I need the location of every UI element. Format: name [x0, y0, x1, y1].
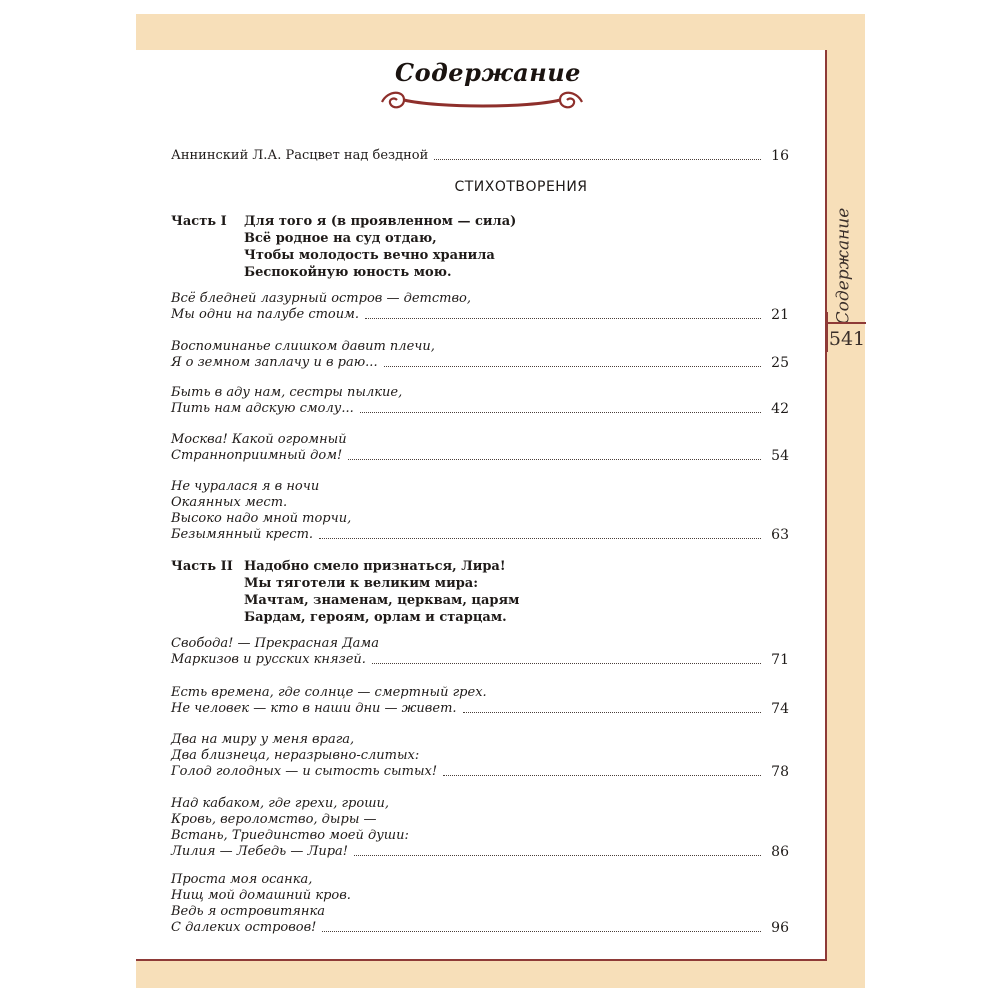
toc-entry[interactable]: Всё бледней лазурный остров — детство, Мы одни на палубе стоим. 21 — [171, 291, 789, 323]
entry-page: 63 — [771, 527, 789, 543]
entry-page: 21 — [771, 307, 789, 323]
toc-entry[interactable]: Два на миру у меня врага, Два близнеца, неразрывно-слитых: Голод голодных — и сытость сытых! 78 — [171, 732, 789, 780]
section-heading: СТИХОТВОРЕНИЯ — [454, 179, 588, 195]
toc-entry[interactable]: Не чуралася я в ночи Окаянных мест. Высоко надо мной торчи, Безымянный крест. 63 — [171, 479, 789, 543]
entry-page: 78 — [771, 764, 789, 780]
entry-page: 71 — [771, 652, 789, 668]
entry-page: 25 — [771, 355, 789, 371]
part-label: Часть II — [171, 559, 233, 574]
toc-entry-intro[interactable]: Аннинский Л.А. Расцвет над бездной 16 — [171, 148, 789, 164]
toc-entry[interactable]: Москва! Какой огромный Странноприимный дом! 54 — [171, 432, 789, 464]
entry-page: 16 — [771, 148, 789, 164]
toc-entry[interactable]: Быть в аду нам, сестры пылкие, Пить нам адскую смолу... 42 — [171, 385, 789, 417]
entry-page: 74 — [771, 701, 789, 717]
title-ornament — [378, 86, 586, 114]
toc-entry[interactable]: Есть времена, где солнце — смертный грех. Не человек — кто в наши дни — живет. 74 — [171, 685, 789, 717]
entry-page: 42 — [771, 401, 789, 417]
entry-page: 54 — [771, 448, 789, 464]
part-label: Часть I — [171, 214, 227, 229]
page-number: 541 — [828, 322, 866, 354]
entry-page: 86 — [771, 844, 789, 860]
toc-entry[interactable]: Проста моя осанка, Нищ мой домашний кров. Ведь я островитянка С далеких островов! 96 — [171, 872, 789, 936]
toc-entry[interactable]: Свобода! — Прекрасная Дама Маркизов и русских князей. 71 — [171, 636, 789, 668]
toc-entry[interactable]: Над кабаком, где грехи, гроши, Кровь, вероломство, дыры — Встань, Триединство моей души: Лилия — Лебедь — Лира! 86 — [171, 796, 789, 860]
entry-page: 96 — [771, 920, 789, 936]
toc-entry[interactable]: Воспоминанье слишком давит плечи, Я о земном заплачу и в раю... 25 — [171, 339, 789, 371]
side-section-label: Содержание — [833, 207, 854, 325]
page-title: Содержание — [395, 58, 581, 87]
